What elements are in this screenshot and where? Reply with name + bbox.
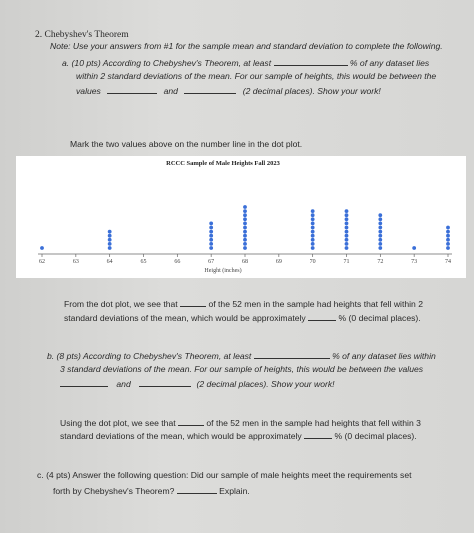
- x-tick-label: 63: [72, 259, 79, 265]
- data-dot: [209, 222, 213, 226]
- data-dot: [311, 222, 315, 226]
- x-tick-label: 65: [140, 259, 147, 265]
- data-dot: [243, 230, 247, 234]
- data-dot: [311, 209, 315, 213]
- part-b-upper-blank[interactable]: [139, 378, 191, 387]
- dotplot-sentence-1: [64, 298, 423, 310]
- part-b-lower-blank[interactable]: [60, 378, 108, 387]
- data-dot: [345, 217, 349, 221]
- data-dot: [378, 242, 382, 246]
- x-tick-label: 71: [343, 259, 350, 265]
- part-a-line3: [76, 85, 381, 97]
- data-dot: [243, 209, 247, 213]
- data-dot: [311, 217, 315, 221]
- data-dot: [209, 230, 213, 234]
- part-b-line1-text: b. (8 pts) According to Chebyshev's Theorem, at least: [47, 351, 252, 361]
- data-dot: [311, 234, 315, 238]
- data-dot: [446, 226, 450, 230]
- data-dot: [243, 226, 247, 230]
- data-dot: [378, 246, 382, 250]
- part-c-explain: Explain.: [219, 486, 250, 496]
- data-dot: [412, 246, 416, 250]
- data-dot: [378, 230, 382, 234]
- data-dot: [108, 242, 112, 246]
- dotplot-percent-blank[interactable]: [308, 312, 336, 321]
- part-c-line2: [53, 485, 250, 497]
- data-dot: [311, 242, 315, 246]
- data-dot: [243, 238, 247, 242]
- x-axis-label: Height (inches): [204, 268, 242, 274]
- part-a-percent-blank[interactable]: [274, 57, 348, 66]
- data-dot: [243, 213, 247, 217]
- data-dot: [243, 222, 247, 226]
- x-tick-label: 73: [411, 259, 418, 265]
- data-dot: [446, 238, 450, 242]
- data-dot: [108, 230, 112, 234]
- dotplot-count-blank[interactable]: [180, 298, 206, 307]
- data-dot: [209, 234, 213, 238]
- part-c-question: forth by Chebyshev's Theorem?: [53, 486, 175, 496]
- part-a-upper-blank[interactable]: [184, 85, 236, 94]
- b-text-c: standard deviations of the mean, which would be approximately: [60, 431, 302, 441]
- data-dot: [378, 234, 382, 238]
- data-dot: [108, 238, 112, 242]
- dotplot-sentence-2: [64, 312, 421, 324]
- question-note: Note: Use your answers from #1 for the sample mean and standard deviation to complete the following.: [50, 41, 443, 51]
- data-dot: [311, 238, 315, 242]
- part-a-line1-tail: % of any dataset lies: [349, 58, 430, 68]
- data-dot: [345, 222, 349, 226]
- part-b-line3-tail: (2 decimal places). Show your work!: [196, 379, 335, 389]
- x-tick-label: 68: [242, 259, 248, 265]
- data-dot: [345, 213, 349, 217]
- x-tick-label: 66: [174, 259, 181, 265]
- part-b-percent-blank[interactable]: [254, 350, 330, 359]
- b-count-blank[interactable]: [178, 417, 204, 426]
- chart-title: RCCC Sample of Male Heights Fall 2023: [166, 160, 280, 167]
- data-dot: [378, 217, 382, 221]
- part-a-lower-blank[interactable]: [107, 85, 157, 94]
- part-a-line3-tail: (2 decimal places). Show your work!: [242, 86, 381, 96]
- data-dot: [345, 246, 349, 250]
- data-dot: [378, 238, 382, 242]
- data-dot: [243, 234, 247, 238]
- data-dot: [209, 246, 213, 250]
- data-dot: [311, 226, 315, 230]
- data-dot: [243, 242, 247, 246]
- data-dot: [446, 246, 450, 250]
- data-dot: [209, 242, 213, 246]
- data-dot: [446, 242, 450, 246]
- b-text-b: of the 52 men in the sample had heights that fell within 3: [206, 418, 421, 428]
- data-dot: [243, 217, 247, 221]
- x-tick-label: 67: [208, 259, 215, 265]
- data-dot: [345, 209, 349, 213]
- part-c-answer-blank[interactable]: [177, 485, 217, 494]
- part-a-line2: within 2 standard deviations of the mean. For our sample of heights, this would be between the: [76, 71, 437, 81]
- data-dot: [446, 230, 450, 234]
- b-text-d: % (0 decimal places).: [334, 431, 417, 441]
- part-b-dotplot-sentence-1: [60, 417, 421, 429]
- data-dot: [378, 222, 382, 226]
- dot-plot: [16, 156, 466, 278]
- data-dot: [345, 230, 349, 234]
- part-b-line1: [47, 350, 436, 362]
- x-tick-label: 69: [275, 259, 282, 265]
- data-dot: [243, 246, 247, 250]
- dotplot-text-d: % (0 decimal places).: [338, 313, 421, 323]
- part-a-values-label: values: [76, 86, 101, 96]
- data-dot: [108, 234, 112, 238]
- data-dot: [311, 230, 315, 234]
- question-title: 2. Chebyshev's Theorem: [35, 30, 129, 40]
- part-b-dotplot-sentence-2: [60, 430, 417, 442]
- dot-plot-svg: [16, 156, 466, 278]
- part-a-line1: [62, 57, 429, 69]
- data-dot: [311, 246, 315, 250]
- x-tick-label: 72: [377, 259, 384, 265]
- data-dot: [40, 246, 44, 250]
- part-b-line2: 3 standard deviations of the mean. For our sample of heights, this would be between the values: [60, 364, 424, 374]
- data-dot: [108, 246, 112, 250]
- data-dot: [345, 238, 349, 242]
- data-dot: [209, 226, 213, 230]
- part-a-line1-text: a. (10 pts) According to Chebyshev's Theorem, at least: [62, 58, 272, 68]
- data-dot: [311, 213, 315, 217]
- data-dot: [209, 238, 213, 242]
- dotplot-text-a: From the dot plot, we see that: [64, 299, 178, 309]
- b-percent-blank[interactable]: [304, 430, 332, 439]
- b-text-a: Using the dot plot, we see that: [60, 418, 176, 428]
- data-dot: [345, 242, 349, 246]
- x-tick-label: 74: [445, 259, 451, 265]
- x-tick-label: 64: [106, 259, 113, 265]
- data-dot: [378, 226, 382, 230]
- part-b-line3: [60, 378, 335, 390]
- data-dot: [378, 213, 382, 217]
- part-a-and: and: [163, 86, 178, 96]
- data-dot: [243, 205, 247, 209]
- x-tick-label: 70: [309, 259, 316, 265]
- x-tick-label: 62: [39, 259, 45, 265]
- dotplot-text-b: of the 52 men in the sample had heights that fell within 2: [208, 299, 423, 309]
- data-dot: [446, 234, 450, 238]
- dotplot-text-c: standard deviations of the mean, which would be approximately: [64, 313, 306, 323]
- part-b-line1-tail: % of any dataset lies within: [332, 351, 436, 361]
- data-dot: [345, 234, 349, 238]
- data-dot: [345, 226, 349, 230]
- part-b-and: and: [116, 379, 131, 389]
- part-c-line1: c. (4 pts) Answer the following question: Did our sample of male heights meet the requirements set: [37, 470, 412, 480]
- mark-instruction: Mark the two values above on the number line in the dot plot.: [70, 139, 303, 149]
